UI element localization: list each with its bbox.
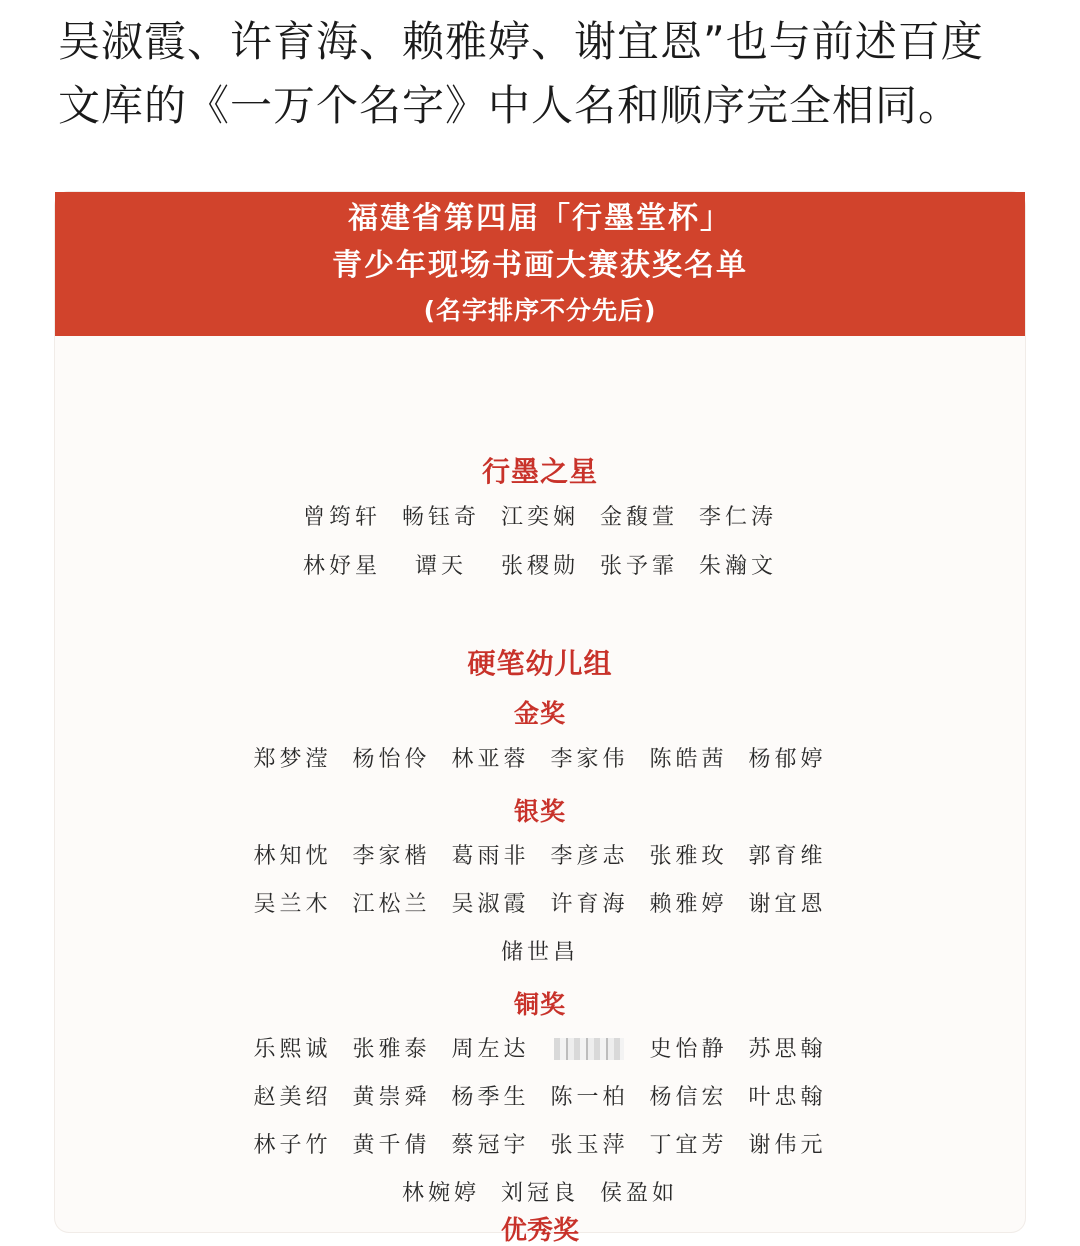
- section-title-group: 硬笔幼儿组: [467, 647, 613, 680]
- winner-name: 陈一柏: [550, 1085, 629, 1110]
- winner-name: 谭天: [414, 554, 467, 579]
- winner-name: 张雅玫: [649, 844, 728, 869]
- winner-name: 郑梦滢: [253, 747, 332, 772]
- winner-name: 金馥萱: [599, 505, 678, 530]
- name-row: [55, 887, 1025, 918]
- next-section-title-cutoff: [55, 1216, 1025, 1246]
- redacted-name: [554, 1038, 624, 1060]
- winner-name: 林婉婷: [401, 1181, 480, 1206]
- winner-name: 葛雨非: [451, 844, 530, 869]
- caption-line-1: 吴淑霞、许育海、赖雅婷、谢宜恩”也与前述百度: [58, 17, 984, 66]
- name-row: [55, 935, 1025, 966]
- banner-title-line-1: 福建省第四届「行墨堂杯」: [348, 201, 732, 236]
- winner-name: 李彦志: [550, 844, 629, 869]
- winner-name: 李家伟: [550, 747, 629, 772]
- winner-name: 蔡冠宇: [451, 1133, 530, 1158]
- winner-name: 畅钰奇: [401, 505, 480, 530]
- winner-name: 杨怡伶: [352, 747, 431, 772]
- winner-name: 杨信宏: [649, 1085, 728, 1110]
- winner-name: 谢宜恩: [748, 892, 827, 917]
- name-row: [55, 549, 1025, 580]
- winner-name: 苏思翰: [748, 1037, 827, 1062]
- winner-name: 江松兰: [352, 892, 431, 917]
- award-banner: [55, 192, 1025, 336]
- winner-name: 林知忱: [253, 844, 332, 869]
- winner-name: 张玉萍: [550, 1133, 629, 1158]
- winner-name: 林亚蓉: [451, 747, 530, 772]
- award-list-image[interactable]: [55, 192, 1025, 1246]
- winner-name: 周左达: [451, 1037, 530, 1062]
- award-title-gold: 金奖: [513, 699, 566, 728]
- winner-name: 储世昌: [500, 940, 579, 965]
- banner-note: (名字排序不分先后): [423, 296, 657, 325]
- winner-name: 林子竹: [253, 1133, 332, 1158]
- winner-name: 丁宜芳: [649, 1133, 728, 1158]
- banner-title-line-2: 青少年现场书画大赛获奖名单: [332, 248, 748, 283]
- winner-name: 乐熙诚: [253, 1037, 332, 1062]
- winner-name: 黄千倩: [352, 1133, 431, 1158]
- winner-name: 杨郁婷: [748, 747, 827, 772]
- winner-name: 黄崇舜: [352, 1085, 431, 1110]
- next-award-title: 优秀奖: [500, 1216, 579, 1246]
- caption-line-2: 文库的《一万个名字》中人名和顺序完全相同。: [58, 81, 962, 130]
- name-row: [55, 839, 1025, 870]
- section-title-star: 行墨之星: [481, 455, 598, 488]
- winner-name: 吴淑霞: [451, 892, 530, 917]
- award-title-bronze: 铜奖: [513, 990, 566, 1019]
- winner-name: 李家楷: [352, 844, 431, 869]
- winner-name: 许育海: [550, 892, 629, 917]
- caption-text: [58, 10, 1038, 138]
- name-row: [55, 500, 1025, 531]
- winner-name: 赵美绍: [253, 1085, 332, 1110]
- award-title-silver: 银奖: [513, 797, 566, 826]
- winner-name: 刘冠良: [500, 1181, 579, 1206]
- winner-name: 侯盈如: [599, 1181, 678, 1206]
- winner-name: 张雅泰: [352, 1037, 431, 1062]
- winner-name: 郭育维: [748, 844, 827, 869]
- winner-name: 张稷勋: [500, 554, 579, 579]
- name-row: [55, 1080, 1025, 1111]
- winner-name: 曾筠轩: [302, 505, 381, 530]
- winner-name: 江奕娴: [500, 505, 579, 530]
- winner-name: 叶忠翰: [748, 1085, 827, 1110]
- winner-name: 林妤星: [302, 554, 381, 579]
- name-row: [55, 1128, 1025, 1159]
- name-row: [55, 1032, 1025, 1063]
- name-row: [55, 742, 1025, 773]
- winner-name: 史怡静: [649, 1037, 728, 1062]
- winner-name: 谢伟元: [748, 1133, 827, 1158]
- winner-name: 吴兰木: [253, 892, 332, 917]
- winner-name: 张予霏: [599, 554, 678, 579]
- winner-name: 杨季生: [451, 1085, 530, 1110]
- name-row: [55, 1176, 1025, 1207]
- winner-name: 朱瀚文: [698, 554, 777, 579]
- winner-name: 赖雅婷: [649, 892, 728, 917]
- winner-name: 李仁涛: [698, 505, 777, 530]
- winner-name: 陈皓茜: [649, 747, 728, 772]
